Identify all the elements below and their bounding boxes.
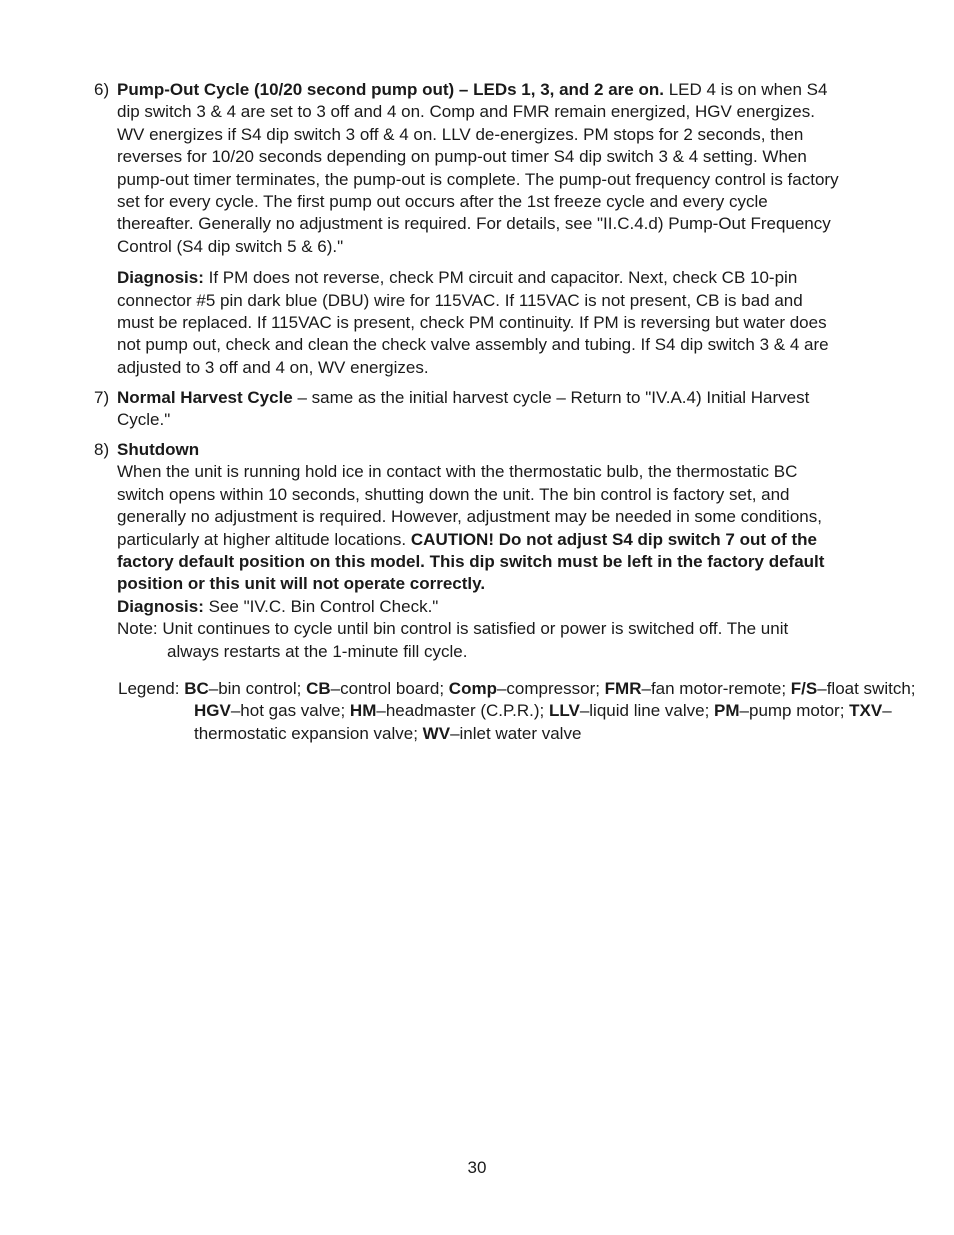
legend — [118, 678, 924, 745]
legend-desc: –thermostatic expansion valve; — [194, 701, 892, 743]
legend-desc: –headmaster (C.P.R.); — [376, 701, 549, 721]
diagnosis-text: If PM does not reverse, check PM circuit and capacitor. Next, check CB 10-pin connector #5 pin dark blue (DBU) wire for 115VAC. If 115VAC is not present, CB is bad and must be replaced. If 115VAC is present, check PM continuity. If PM is reversing but water does not pump out, check and clean the check valve assembly and tubing. If S4 dip switch 3 & 4 are adjusted to 3 off and 4 on, WV energizes. — [117, 268, 829, 377]
legend-abbr: HM — [349, 701, 377, 721]
page-number: 30 — [467, 1158, 487, 1177]
item-title: Pump-Out Cycle (10/20 second pump out) – LEDs 1, 3, and 2 are on. — [117, 80, 664, 99]
legend-desc: –compressor; — [496, 679, 605, 698]
diagnosis-paragraph — [94, 596, 844, 618]
item-6-paragraph — [94, 79, 844, 258]
note-text: Note: Unit continues to cycle until bin control is satisfied or power is switched off. The unit always restarts at the 1-minute fill cycle. — [117, 619, 789, 661]
item-number: 8) — [94, 440, 110, 459]
item-pump-out-cycle — [94, 79, 844, 379]
diagnosis-label: Diagnosis: — [117, 268, 204, 288]
note-block — [94, 618, 844, 663]
legend-abbr: Comp — [448, 679, 497, 698]
legend-desc: –pump motor; — [739, 701, 850, 721]
legend-desc: –control board; — [330, 679, 449, 698]
item-shutdown — [94, 439, 844, 663]
item-8-heading — [94, 439, 844, 461]
shutdown-body: When the unit is running hold ice in contact with the thermostatic bulb, the thermostatic BC switch opens within 10 seconds, shutting down the unit. The bin control is factory set, and generally no adjustment is required. However, adjustment may be needed in some conditions, particularly at higher altitude locations. — [117, 462, 822, 549]
item-body: – same as the initial harvest cycle – Return to "IV.A.4) Initial Harvest Cycle." — [117, 388, 810, 430]
legend-label: Legend: — [118, 679, 185, 698]
shutdown-paragraph — [94, 461, 844, 595]
legend-abbr: F/S — [790, 679, 818, 698]
item-number: 6) — [94, 80, 110, 99]
item-number: 7) — [94, 388, 110, 407]
legend-desc: –inlet water valve — [450, 723, 582, 743]
item-title: Shutdown — [117, 440, 200, 459]
item-7-paragraph — [94, 387, 844, 432]
legend-abbr: LLV — [548, 701, 580, 721]
legend-desc: –bin control; — [208, 679, 307, 698]
item-body: LED 4 is on when S4 dip switch 3 & 4 are set to 3 off and 4 on. Comp and FMR remain energized, HGV energizes. WV energizes if S4 dip switch 3 off & 4 on. LLV de-energizes. PM stops for 2 seconds, then reverses for 10/20 seconds depending on pump-out timer S4 dip switch 3 & 4 setting. When pump-out timer terminates, the pump-out is complete. The pump-out frequency control is factory set for every cycle. The first pump out occurs after the 1st freeze cycle and every cycle thereafter. Generally no adjustment is required. For details, see "II.C.4.d) Pump-Out Frequency Control (S4 dip switch 5 & 6)." — [117, 80, 839, 256]
legend-abbr: PM — [714, 701, 740, 721]
legend-abbr: FMR — [604, 679, 642, 698]
diagnosis-label: Diagnosis: — [117, 596, 204, 616]
legend-abbr: TXV — [849, 701, 883, 721]
item-normal-harvest-cycle — [94, 387, 844, 432]
legend-abbr: CB — [306, 679, 331, 698]
legend-abbr: HGV — [194, 701, 231, 721]
legend-entries — [184, 679, 915, 743]
legend-abbr: WV — [422, 723, 451, 743]
diagnosis-paragraph — [94, 267, 844, 379]
legend-abbr: BC — [184, 679, 209, 698]
caution-text: CAUTION! Do not adjust S4 dip switch 7 out of the factory default position on this model. This dip switch must be left in the factory default position or this unit will not operate correctly. — [117, 529, 825, 594]
item-title: Normal Harvest Cycle — [117, 388, 293, 407]
legend-desc: –liquid line valve; — [579, 701, 715, 721]
legend-desc: –hot gas valve; — [230, 701, 350, 721]
legend-desc: –fan motor-remote; — [641, 679, 791, 698]
diagnosis-text: See "IV.C. Bin Control Check." — [203, 596, 439, 616]
legend-desc: –float switch; — [817, 679, 916, 698]
